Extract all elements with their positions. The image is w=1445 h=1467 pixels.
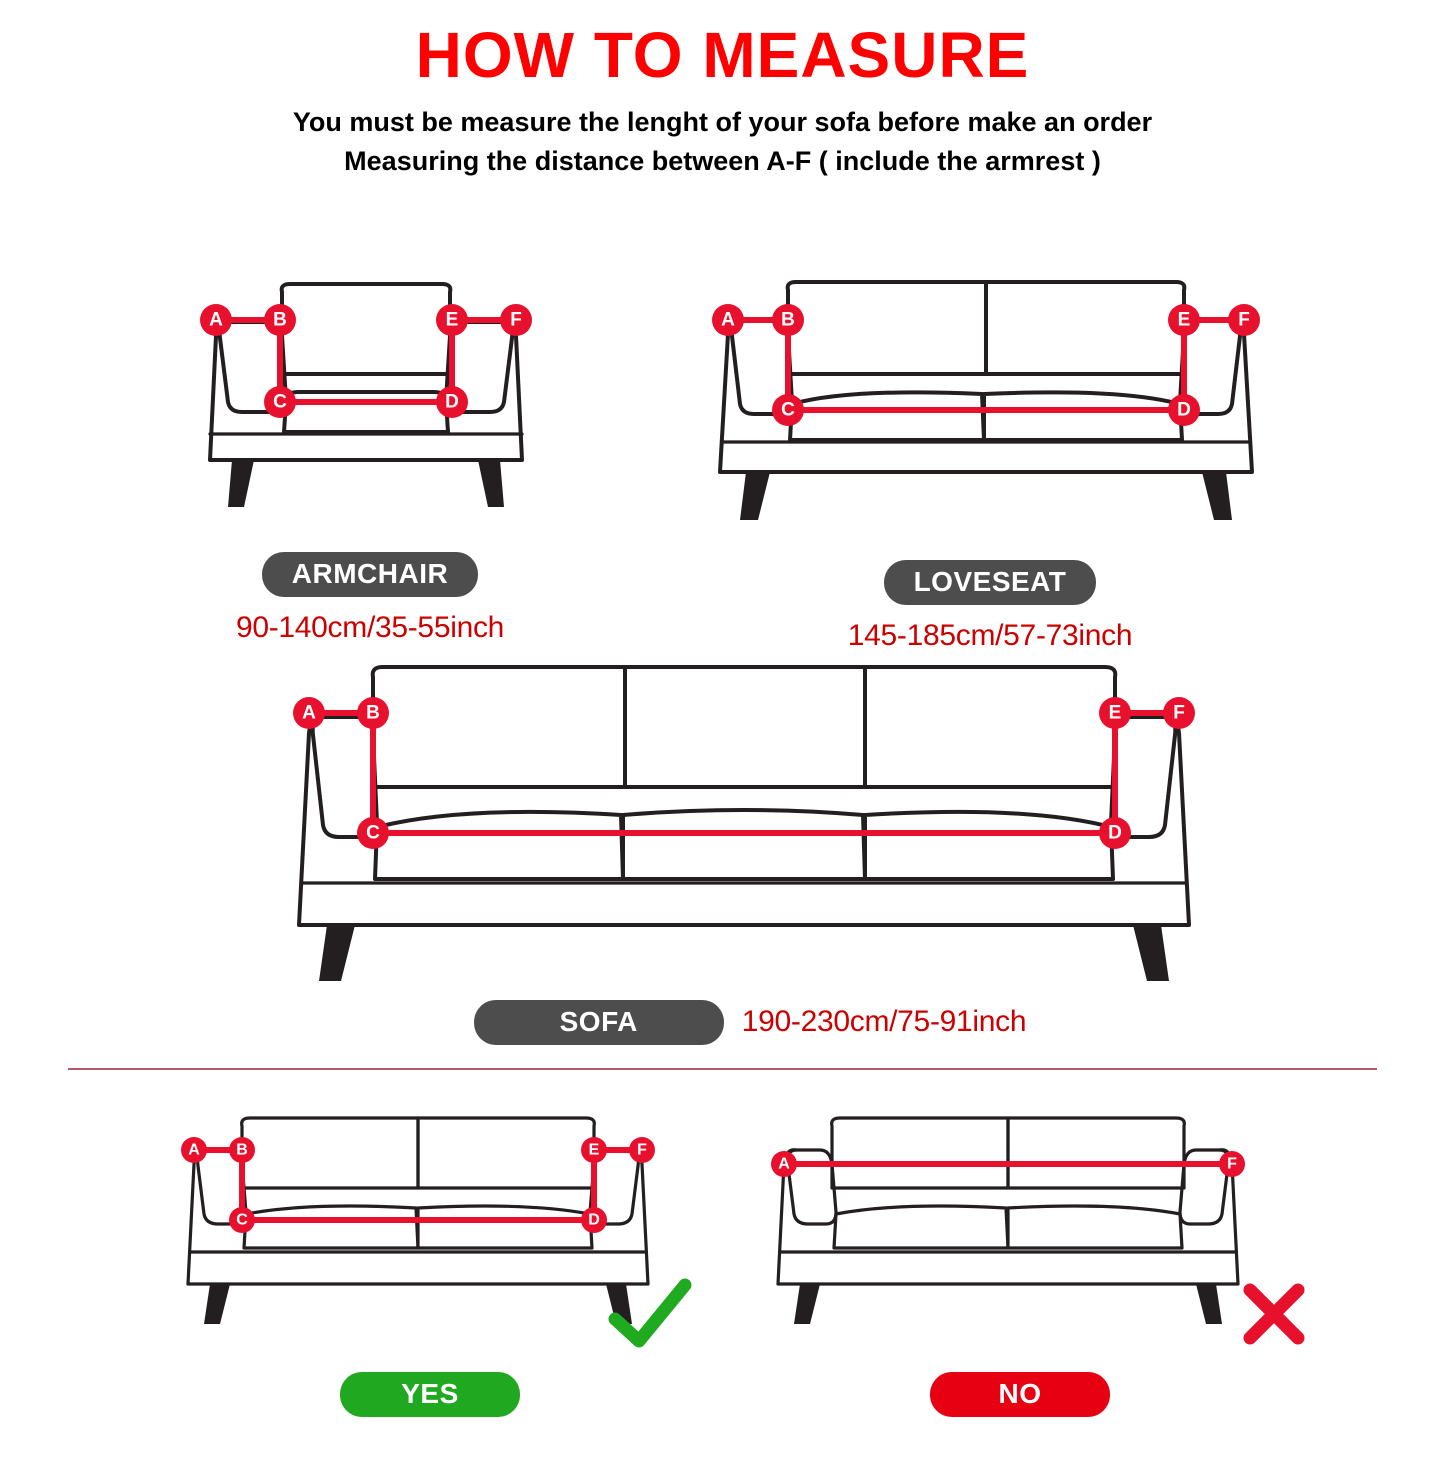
correct-example-caption (170, 1372, 690, 1417)
incorrect-example-caption (760, 1372, 1280, 1417)
measure-node-e (1168, 304, 1200, 336)
svg-text:C: C (366, 822, 380, 844)
incorrect-example-diagram (760, 1102, 1280, 1342)
svg-text:E: E (445, 309, 459, 331)
svg-text:D: D (1177, 399, 1191, 421)
svg-text:A: A (721, 309, 735, 331)
measure-node-f (500, 304, 532, 336)
svg-text:D: D (588, 1211, 600, 1229)
loveseat-caption (690, 560, 1290, 653)
measure-node-a (181, 1137, 207, 1163)
measure-node-e (436, 304, 468, 336)
section-divider (68, 1068, 1377, 1070)
measure-node-e (1099, 697, 1131, 729)
check-icon (605, 1277, 695, 1357)
measure-node-c (357, 817, 389, 849)
armchair-pill-label: ARMCHAIR (262, 552, 478, 597)
svg-text:B: B (366, 702, 380, 724)
svg-text:C: C (781, 399, 795, 421)
svg-text:A: A (188, 1141, 200, 1159)
svg-text:F: F (1173, 702, 1185, 724)
sofa-pill-label: SOFA (474, 1000, 724, 1045)
measure-node-d (436, 386, 468, 418)
cross-icon (1240, 1280, 1310, 1350)
subtitle-block (0, 103, 1445, 181)
measure-node-a (712, 304, 744, 336)
svg-text:A: A (778, 1155, 790, 1173)
svg-text:D: D (1108, 822, 1122, 844)
svg-text:C: C (236, 1211, 248, 1229)
measure-node-d (1168, 394, 1200, 426)
svg-text:B: B (273, 309, 287, 331)
loveseat-diagram (690, 262, 1290, 542)
measure-node-b (772, 304, 804, 336)
sofa-caption (400, 1000, 1100, 1045)
measure-node-f (629, 1137, 655, 1163)
measure-node-d (581, 1207, 607, 1233)
armchair-dimension: 90-140cm/35-55inch (235, 610, 505, 644)
measure-node-d (1099, 817, 1131, 849)
armchair-caption (170, 552, 570, 645)
loveseat-pill-label: LOVESEAT (884, 560, 1097, 605)
measure-node-f (1163, 697, 1195, 729)
svg-text:B: B (236, 1141, 248, 1159)
svg-text:D: D (445, 391, 459, 413)
yes-pill-label: YES (340, 1372, 520, 1417)
svg-text:C: C (273, 391, 287, 413)
measure-node-a (293, 697, 325, 729)
svg-text:E: E (1108, 702, 1122, 724)
measure-node-c (229, 1207, 255, 1233)
loveseat-dimension: 145-185cm/57-73inch (847, 618, 1133, 652)
measure-node-e (581, 1137, 607, 1163)
measure-node-a (200, 304, 232, 336)
measure-node-f (1219, 1151, 1245, 1177)
measure-node-c (264, 386, 296, 418)
measure-node-b (357, 697, 389, 729)
svg-text:F: F (637, 1141, 647, 1159)
measure-node-f (1228, 304, 1260, 336)
svg-text:A: A (302, 702, 316, 724)
measure-node-a (771, 1151, 797, 1177)
measure-node-c (772, 394, 804, 426)
how-to-measure-infographic (0, 19, 1445, 1467)
svg-text:F: F (1227, 1155, 1237, 1173)
svg-text:F: F (1238, 309, 1250, 331)
svg-text:B: B (781, 309, 795, 331)
sofa-diagram (265, 647, 1205, 1007)
svg-text:E: E (1177, 309, 1191, 331)
subtitle-line-2: Measuring the distance between A-F ( include the armrest ) (344, 146, 1101, 177)
armchair-diagram (170, 262, 570, 542)
svg-text:A: A (209, 309, 223, 331)
svg-text:E: E (588, 1141, 600, 1159)
measure-node-b (229, 1137, 255, 1163)
svg-text:F: F (510, 309, 522, 331)
no-pill-label: NO (930, 1372, 1110, 1417)
subtitle-line-1: You must be measure the lenght of your sofa before make an order (292, 107, 1153, 138)
sofa-dimension: 190-230cm/75-91inch (741, 1005, 1027, 1039)
page-title: HOW TO MEASURE (415, 19, 1030, 91)
measure-node-b (264, 304, 296, 336)
